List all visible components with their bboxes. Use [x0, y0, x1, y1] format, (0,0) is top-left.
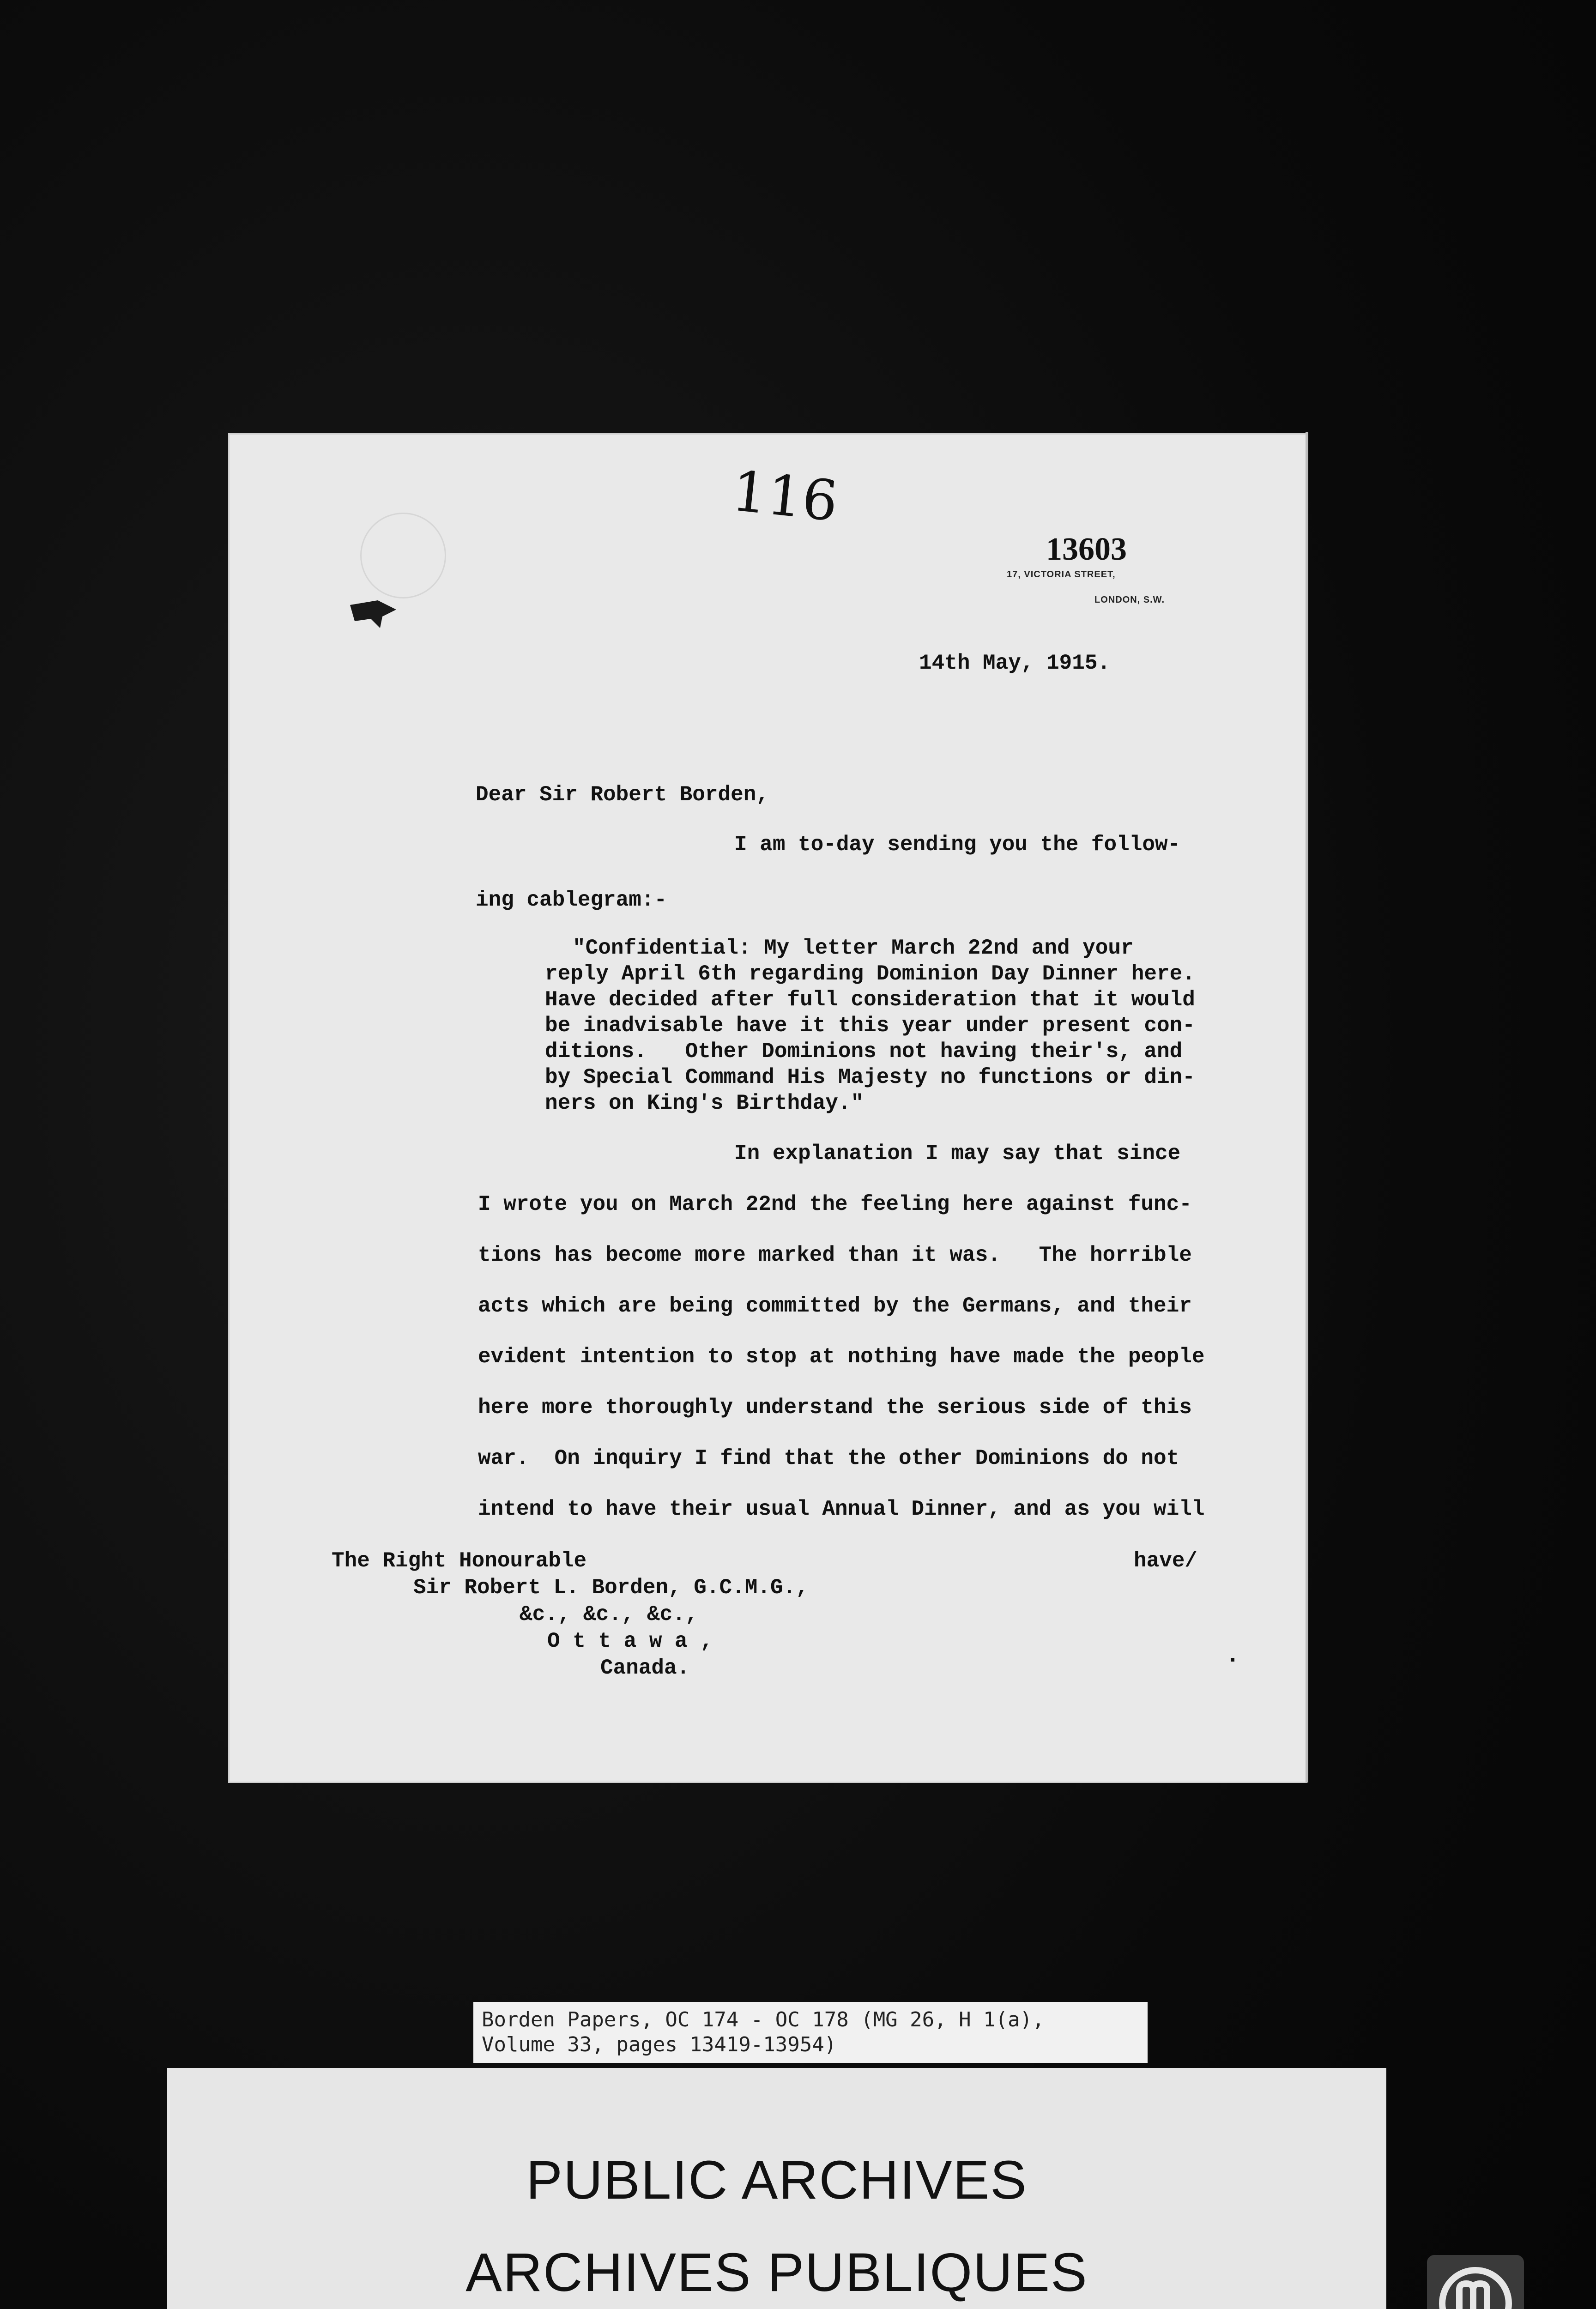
- archive-title-english: PUBLIC ARCHIVES: [526, 2150, 1028, 2211]
- faint-stamp-mark: [360, 513, 446, 598]
- addressee-line: The Right Honourable: [332, 1549, 587, 1573]
- reference-label: [473, 2002, 1148, 2063]
- letterhead-number: 13603: [1046, 532, 1127, 567]
- letter-page-edge: [1306, 432, 1308, 1783]
- quote-line: ditions. Other Dominions not having their's, and: [545, 1040, 1183, 1064]
- quote-line: reply April 6th regarding Dominion Day Dinner here.: [545, 962, 1195, 986]
- body-line: war. On inquiry I find that the other Dominions do not: [478, 1446, 1179, 1470]
- archives-logo-icon: [1427, 2255, 1524, 2309]
- continuation-word: have/: [1134, 1549, 1198, 1573]
- quote-line: Have decided after full consideration that it would: [545, 988, 1195, 1012]
- body-line: acts which are being committed by the Germans, and their: [478, 1294, 1192, 1318]
- letterhead-address-street: 17, VICTORIA STREET,: [1007, 569, 1116, 580]
- intro-line: ing cablegram:-: [476, 888, 667, 912]
- addressee-line: Canada.: [600, 1656, 690, 1680]
- handwritten-page-number: 116: [729, 459, 841, 534]
- quote-line: "Confidential: My letter March 22nd and your: [573, 936, 1134, 960]
- addressee-line: Sir Robert L. Borden, G.C.M.G.,: [413, 1576, 809, 1600]
- archive-title-french: ARCHIVES PUBLIQUES: [466, 2242, 1088, 2303]
- quote-line: ners on King's Birthday.": [545, 1091, 864, 1115]
- salutation: Dear Sir Robert Borden,: [476, 783, 769, 807]
- body-line: evident intention to stop at nothing have made the people: [478, 1345, 1205, 1369]
- reference-label-line: Borden Papers, OC 174 - OC 178 (MG 26, H 1(a),: [482, 2008, 1045, 2031]
- ink-blot-icon: [345, 596, 401, 633]
- intro-line: I am to-day sending you the follow-: [734, 833, 1181, 857]
- body-line: here more thoroughly understand the serious side of this: [478, 1396, 1192, 1420]
- letterhead-address-city: LONDON, S.W.: [1094, 595, 1165, 605]
- reference-label-line: Volume 33, pages 13419-13954): [482, 2033, 837, 2056]
- letter-date: 14th May, 1915.: [919, 651, 1111, 675]
- addressee-line: &c., &c., &c.,: [520, 1602, 698, 1626]
- body-line: intend to have their usual Annual Dinner, and as you will: [478, 1497, 1205, 1521]
- ink-dot: [1231, 1658, 1234, 1662]
- addressee-line: O t t a w a ,: [547, 1629, 713, 1653]
- quote-line: be inadvisable have it this year under present con-: [545, 1014, 1195, 1038]
- body-line: In explanation I may say that since: [734, 1142, 1181, 1166]
- body-line: tions has become more marked than it was. The horrible: [478, 1243, 1192, 1267]
- body-line: I wrote you on March 22nd the feeling here against func-: [478, 1192, 1192, 1216]
- quote-line: by Special Command His Majesty no functions or din-: [545, 1065, 1195, 1089]
- archive-card: [167, 2068, 1386, 2309]
